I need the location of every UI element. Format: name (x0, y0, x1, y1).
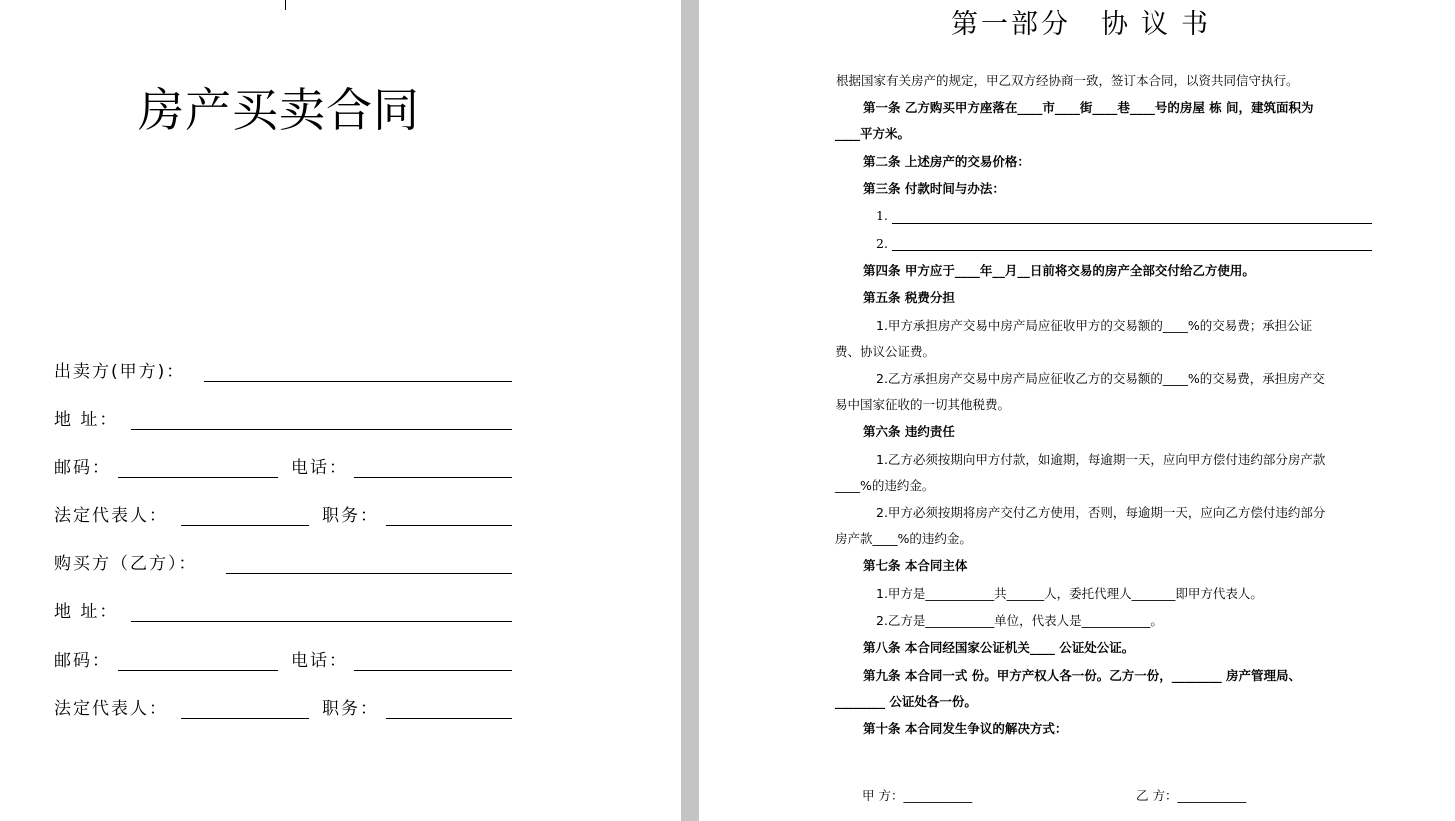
intro-line: 根据国家有关房产的规定，甲乙双方经协商一致，签订本合同，以资共同信守执行。 (836, 73, 1299, 88)
agreement-title-part: 第一部分 (951, 9, 1071, 40)
article-5-item-1-cont: 费、协议公证费。 (835, 344, 936, 359)
seller-position-blank[interactable] (386, 525, 512, 526)
seller-position-label: 职务： (322, 506, 379, 526)
article-6-item-2-cont: 房产款____%的违约金。 (835, 531, 972, 546)
seller-address-row (54, 404, 514, 434)
seller-rep-row (54, 500, 514, 530)
agreement-title (951, 2, 1221, 41)
buyer-position-blank[interactable] (386, 718, 512, 719)
article-5-item-1: 1.甲方承担房产交易中房产局应征收甲方的交易额的____%的交易费；承担公证 (876, 318, 1313, 333)
seller-contact-row (54, 452, 514, 482)
buyer-position-label: 职务： (322, 699, 379, 719)
buyer-rep-row (54, 693, 514, 723)
article-6-item-1-cont: ____%的违约金。 (835, 478, 935, 493)
cover-page (0, 0, 681, 821)
article-8-line: 第八条 本合同经国家公证机关____ 公证处公证。 (863, 640, 1135, 655)
payment-item-1-number: 1. (876, 208, 888, 223)
agreement-title-name: 协议书 (1101, 9, 1221, 40)
buyer-address-row (54, 596, 514, 626)
article-5-line: 第五条 税费分担 (863, 290, 955, 305)
seller-address-blank[interactable] (131, 429, 512, 430)
article-9-line-cont: ________ 公证处各一份。 (835, 694, 977, 709)
buyer-rep-label: 法定代表人： (54, 699, 168, 719)
article-3-line: 第三条 付款时间与办法： (863, 181, 1005, 196)
buyer-phone-blank[interactable] (354, 670, 512, 671)
payment-item-2-number: 2. (876, 236, 888, 251)
signature-party-a: 甲 方：___________ (862, 788, 973, 803)
buyer-label: 购买方（乙方）： (54, 554, 198, 574)
buyer-contact-row (54, 645, 514, 675)
signature-party-b: 乙 方：___________ (1136, 788, 1247, 803)
text-cursor (285, 0, 286, 10)
article-6-item-1: 1.乙方必须按期向甲方付款，如逾期，每逾期一天，应向甲方偿付违约部分房产款 (876, 452, 1326, 467)
contract-title: 房产买卖合同 (138, 83, 420, 137)
seller-zip-blank[interactable] (118, 477, 278, 478)
buyer-zip-label: 邮码： (54, 651, 111, 671)
buyer-zip-blank[interactable] (118, 670, 278, 671)
article-6-line: 第六条 违约责任 (863, 424, 955, 439)
buyer-address-label: 地 址： (54, 602, 119, 622)
buyer-blank[interactable] (226, 573, 512, 574)
article-9-line: 第九条 本合同一式 份。甲方产权人各一份。乙方一份，________ 房产管理局、 (863, 668, 1302, 683)
seller-phone-blank[interactable] (354, 477, 512, 478)
payment-item-1-blank[interactable] (892, 223, 1372, 224)
article-5-item-2-cont: 易中国家征收的一切其他税费。 (835, 397, 1011, 412)
seller-label: 出卖方(甲方)： (54, 362, 186, 382)
seller-address-label: 地 址： (54, 410, 119, 430)
article-7-line: 第七条 本合同主体 (863, 558, 968, 573)
seller-phone-label: 电话： (291, 458, 348, 478)
seller-rep-label: 法定代表人： (54, 506, 168, 526)
article-1-line-cont: ____平方米。 (835, 126, 911, 141)
article-7-item-1: 1.甲方是___________共______人，委托代理人_______即甲方代表人。 (876, 586, 1263, 601)
article-6-item-2: 2.甲方必须按期将房产交付乙方使用，否则，每逾期一天，应向乙方偿付违约部分 (876, 505, 1326, 520)
buyer-row (54, 548, 514, 578)
seller-zip-label: 邮码： (54, 458, 111, 478)
payment-item-2-blank[interactable] (892, 250, 1372, 251)
agreement-page (699, 0, 1455, 821)
buyer-rep-blank[interactable] (181, 718, 309, 719)
seller-blank[interactable] (204, 381, 512, 382)
article-2-line: 第二条 上述房产的交易价格： (863, 154, 1030, 169)
page-gutter (681, 0, 699, 821)
article-4-line: 第四条 甲方应于____年__月__日前将交易的房产全部交付给乙方使用。 (863, 263, 1255, 278)
seller-rep-blank[interactable] (181, 525, 309, 526)
article-7-item-2: 2.乙方是___________单位，代表人是___________。 (876, 613, 1163, 628)
article-10-line: 第十条 本合同发生争议的解决方式： (863, 721, 1068, 736)
buyer-phone-label: 电话： (291, 651, 348, 671)
article-5-item-2: 2.乙方承担房产交易中房产局应征收乙方的交易额的____%的交易费，承担房产交 (876, 371, 1325, 386)
seller-row (54, 356, 514, 386)
buyer-address-blank[interactable] (131, 621, 512, 622)
article-1-line: 第一条 乙方购买甲方座落在____市____街____巷____号的房屋 栋 间，建筑面积为 (863, 100, 1314, 115)
